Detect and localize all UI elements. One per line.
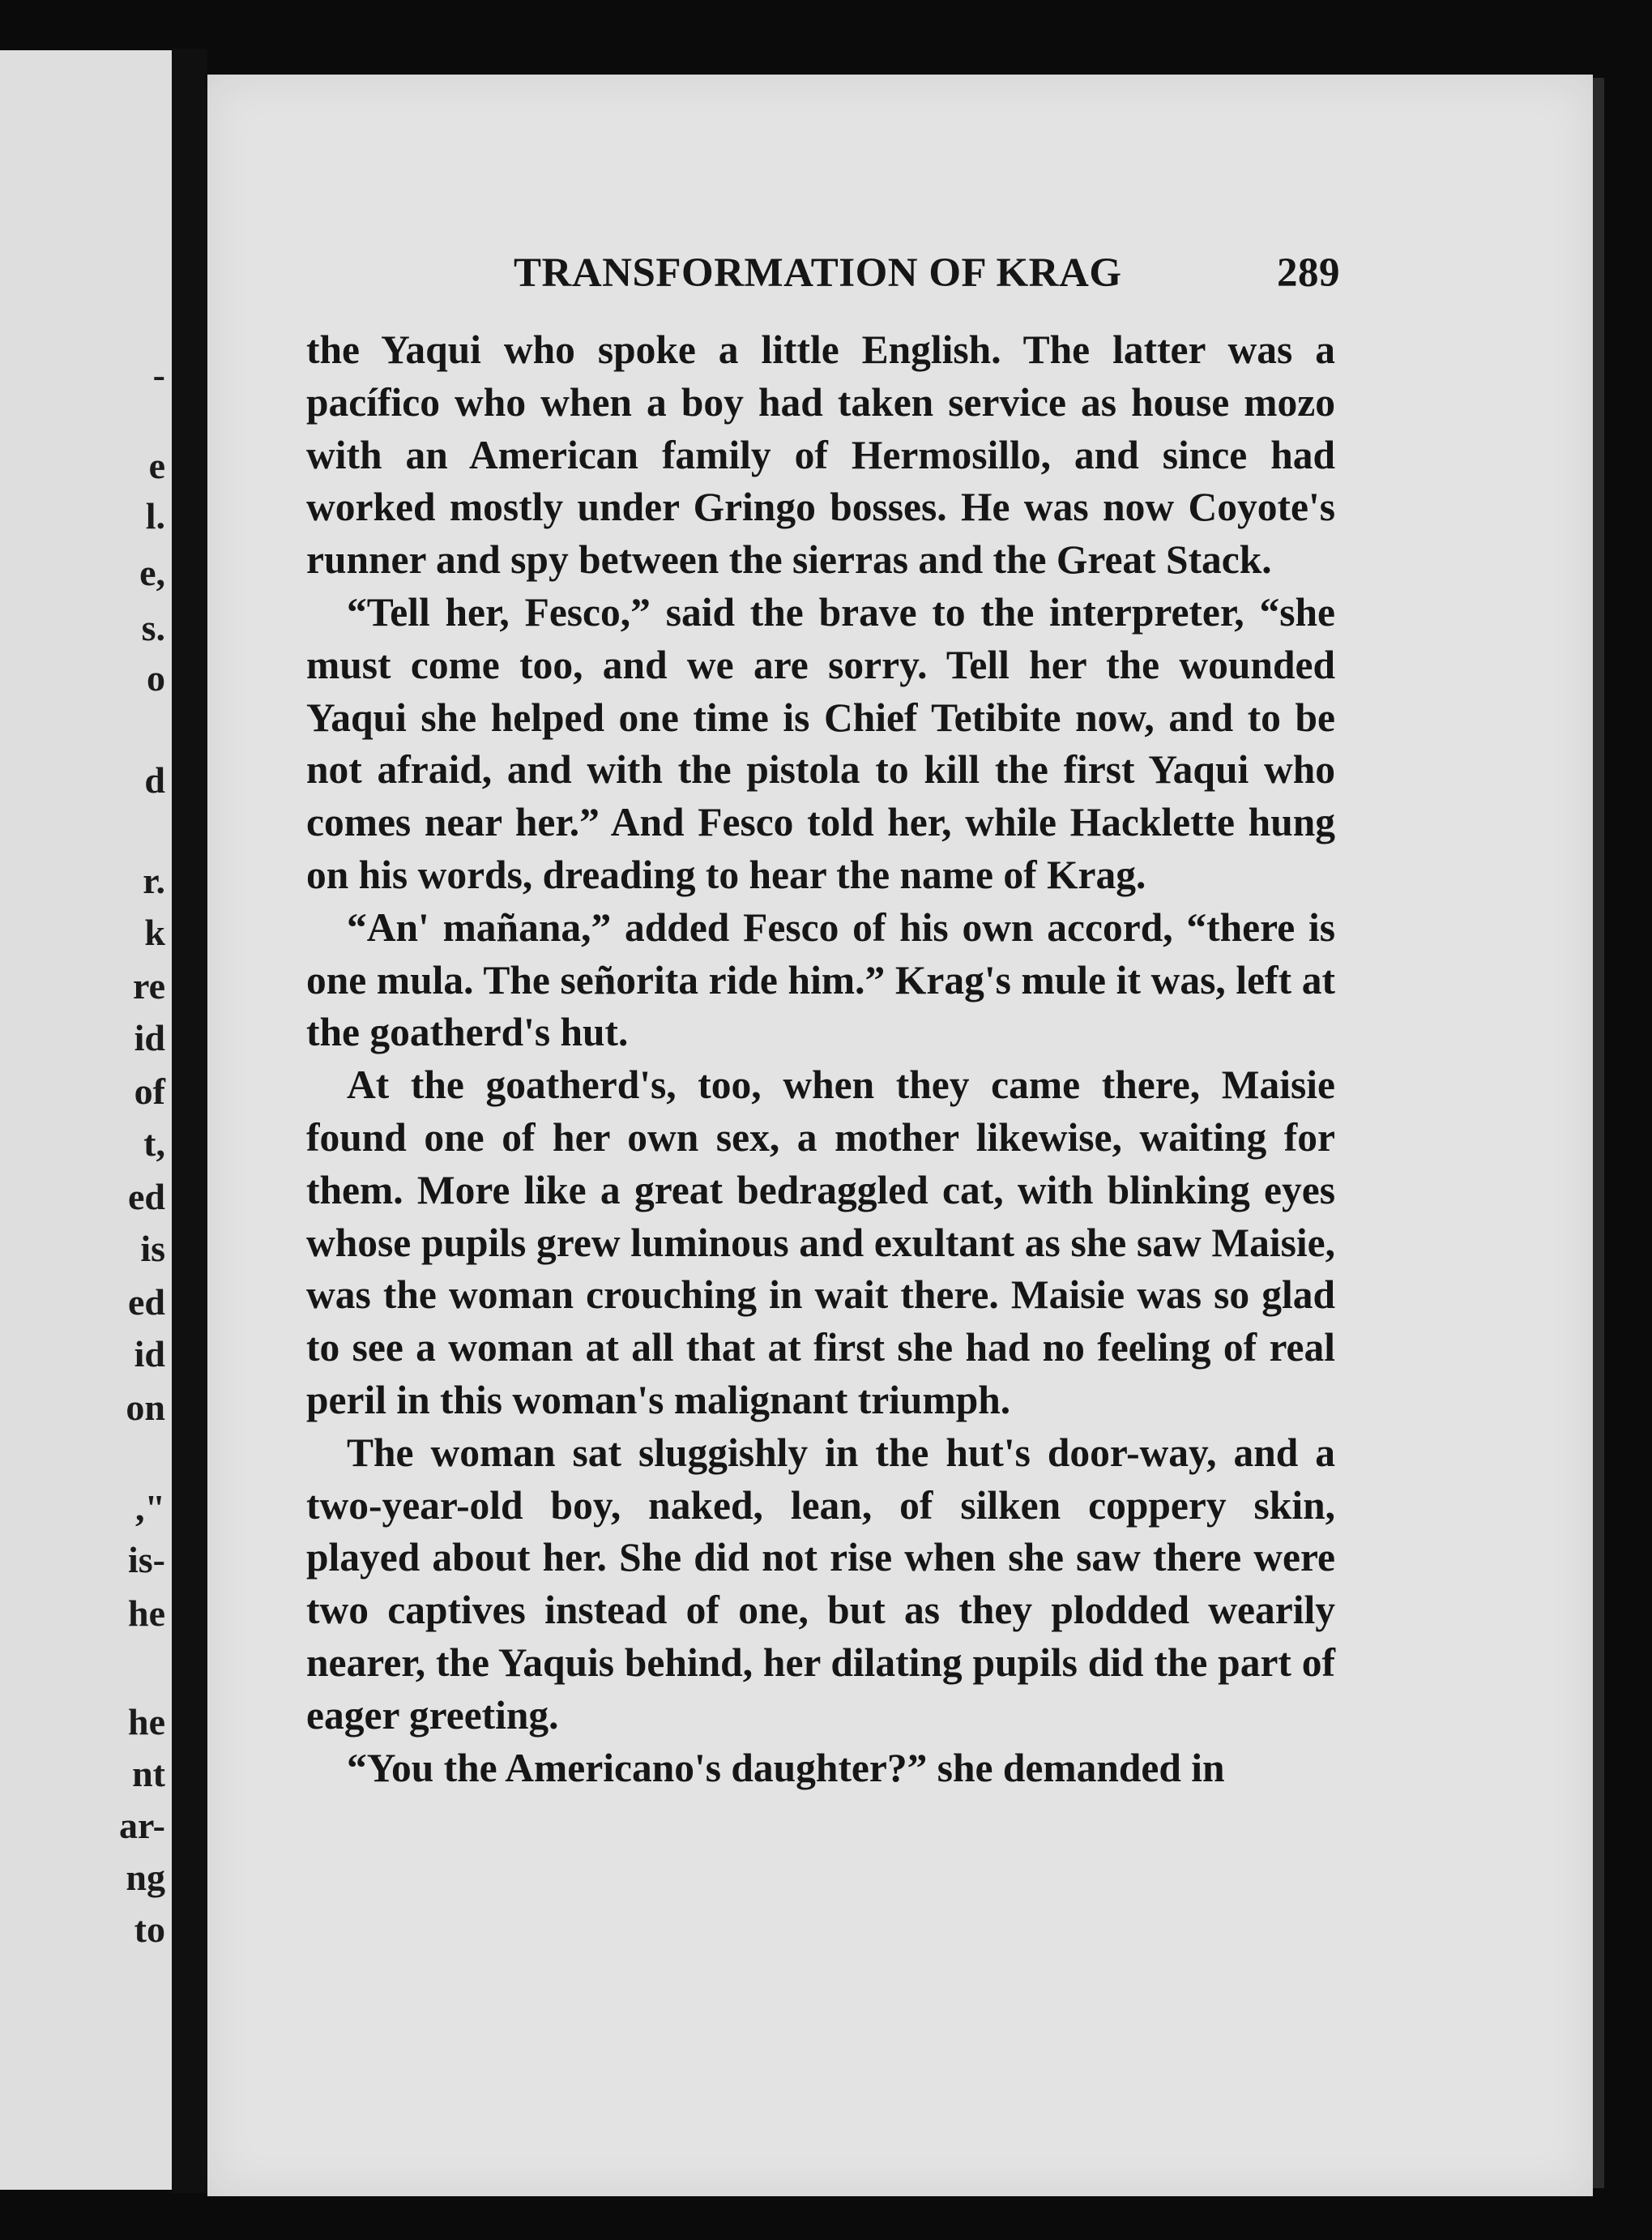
left-fragment: is-	[128, 1539, 165, 1580]
book-spine	[172, 49, 207, 2193]
left-fragment: of	[134, 1071, 165, 1112]
left-fragment: is	[140, 1228, 165, 1269]
body-text	[306, 324, 1335, 1794]
paragraph: The woman sat sluggishly in the hut's door-way, and a two-year-old boy, naked, lean, of silken coppery skin, played about her. She did not rise when she saw there were two captives instead of one, but as they plodded wearily nearer, the Yaquis behind, her dilating pupils did the part of eager greeting.	[306, 1430, 1335, 1738]
left-fragment: ed	[128, 1281, 165, 1323]
left-fragment: s.	[141, 607, 165, 648]
left-fragment: d	[144, 759, 165, 801]
paragraph: At the goatherd's, too, when they came there, Maisie found one of her own sex, a mother likewise, waiting for them. More like a great bedraggled cat, with blinking eyes whose pupils grew luminous and exultant as she saw Maisie, was the woman crouching in wait there. Maisie was so glad to see a woman at all that at first she had no feeling of real peril in this woman's malignant triumph.	[306, 1062, 1335, 1422]
left-fragment: t,	[143, 1122, 165, 1164]
left-fragment: r.	[143, 860, 165, 901]
left-fragment: to	[134, 1909, 165, 1950]
left-fragment: ar-	[118, 1805, 165, 1846]
paragraph: “You the Americano's daughter?” she demanded in	[347, 1745, 1225, 1790]
page-header	[514, 250, 1340, 306]
left-fragment: ,"	[134, 1487, 165, 1528]
left-fragment: id	[134, 1017, 165, 1058]
left-fragment: k	[144, 912, 165, 953]
left-fragment: ng	[126, 1857, 165, 1898]
paragraph: “Tell her, Fesco,” said the brave to the interpreter, “she must come too, and we are sorry. Tell her the wounded Yaqui she helped one time is Chief Tetibite now, and to be not afraid, and with the pistola to kill the first Yaqui who comes near her.” And Fesco told her, while Hacklette hung on his words, dreading to hear the name of Krag.	[306, 589, 1335, 897]
left-fragment: re	[132, 965, 165, 1007]
paragraph: the Yaqui who spoke a little English. The latter was a pacífico who when a boy had taken service as house mozo with an American family of Hermosillo, and since had worked mostly under Gringo bosses. He was now Coyote's runner and spy between the sierras and the Great Stack.	[306, 327, 1335, 583]
left-fragment: nt	[132, 1753, 165, 1794]
left-fragment: e,	[139, 552, 165, 593]
left-fragment: id	[134, 1333, 165, 1374]
left-fragment: l.	[145, 495, 165, 536]
left-fragment: he	[128, 1592, 165, 1634]
left-fragment: ed	[128, 1176, 165, 1217]
left-fragment: e	[148, 445, 165, 486]
page-edge	[1593, 78, 1604, 2188]
left-fragment: -	[152, 354, 165, 395]
page-number: 289	[1277, 250, 1340, 296]
left-fragment: on	[126, 1387, 165, 1428]
left-facing-page	[0, 50, 186, 2190]
left-fragment: he	[128, 1701, 165, 1742]
paragraph: “An' mañana,” added Fesco of his own accord, “there is one mula. The señorita ride him.” Krag's mule it was, left at the goatherd's hut.	[306, 904, 1335, 1055]
running-head: TRANSFORMATION OF KRAG	[514, 250, 1122, 296]
left-fragment: o	[147, 657, 165, 699]
